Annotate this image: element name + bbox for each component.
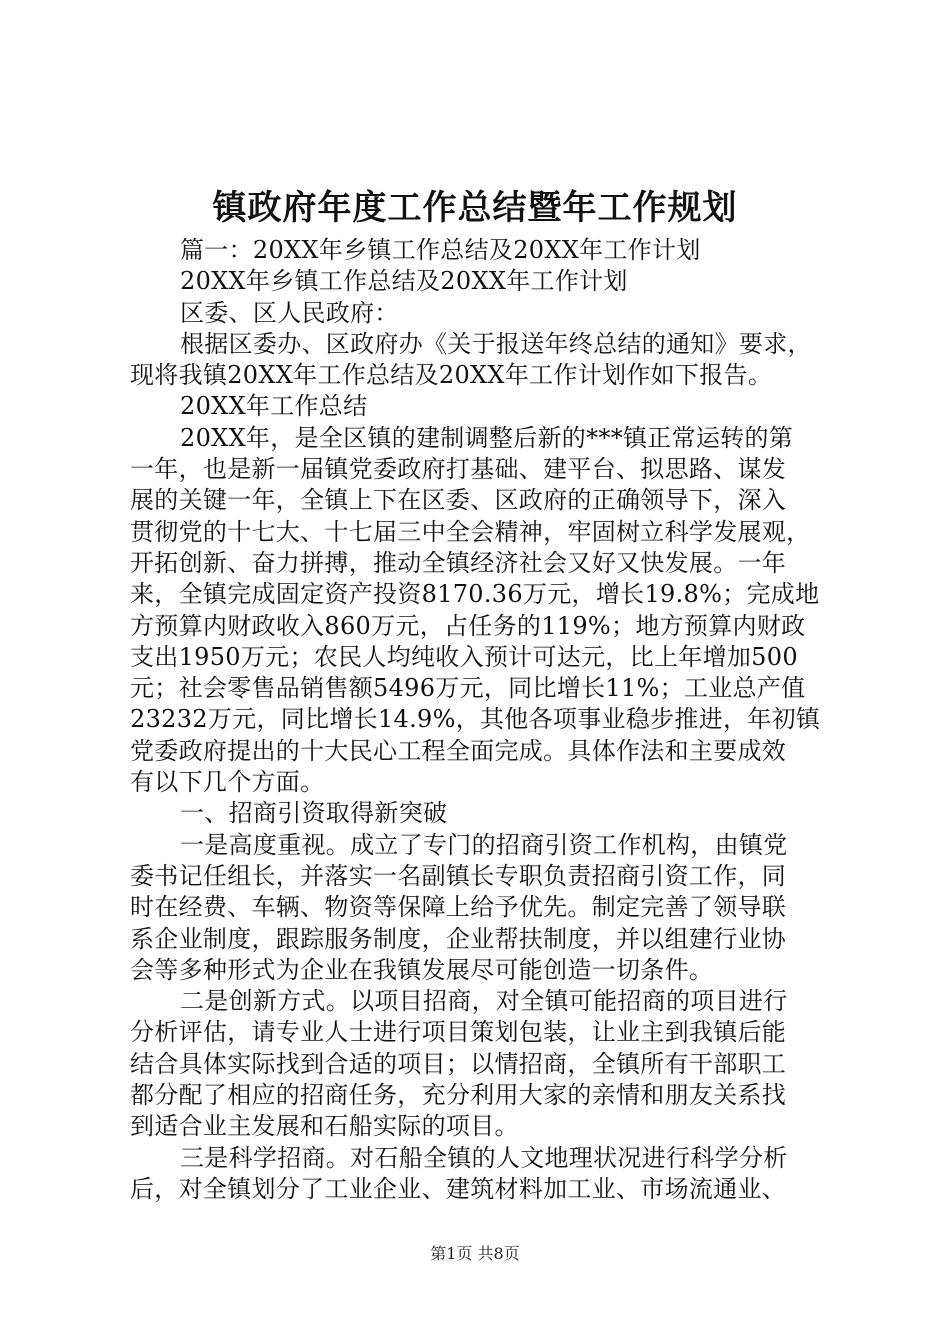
section-heading: 篇一：20XX年乡镇工作总结及20XX年工作计划 bbox=[180, 236, 701, 264]
paragraph-line: 一是高度重视。成立了专门的招商引资工作机构，由镇党 bbox=[180, 830, 788, 859]
paragraph-line: 系企业制度，跟踪服务制度，企业帮扶制度，并以组建行业协 bbox=[130, 924, 787, 953]
section-heading: 一、招商引资取得新突破 bbox=[180, 799, 448, 828]
document-body bbox=[130, 235, 830, 1205]
paragraph-line: 20XX年，是全区镇的建制调整后新的***镇正常运转的第 bbox=[180, 423, 794, 452]
paragraph-line: 分析评估，请专业人士进行项目策划包装，让业主到我镇后能 bbox=[130, 1018, 787, 1047]
paragraph-line: 开拓创新、奋力拼搏，推动全镇经济社会又好又快发展。一年 bbox=[130, 548, 787, 577]
paragraph-line: 根据区委办、区政府办《关于报送年终总结的通知》要求， bbox=[180, 329, 812, 358]
paragraph-line: 方预算内财政收入860万元，占任务的119%；地方预算内财政 bbox=[130, 611, 806, 640]
section-heading: 20XX年工作总结 bbox=[180, 392, 368, 421]
paragraph-line: 都分配了相应的招商任务，充分利用大家的亲情和朋友关系找 bbox=[130, 1081, 787, 1110]
page-number: 第1页 共8页 bbox=[430, 1244, 520, 1263]
paragraph-line: 三是科学招商。对石船全镇的人文地理状况进行科学分析 bbox=[180, 1143, 788, 1172]
paragraph-line: 贯彻党的十七大、十七届三中全会精神，牢固树立科学发展观， bbox=[130, 517, 811, 546]
paragraph-line: 现将我镇20XX年工作总结及20XX年工作计划作如下报告。 bbox=[130, 361, 773, 390]
paragraph-line: 时在经费、车辆、物资等保障上给予优先。制定完善了领导联 bbox=[130, 893, 787, 922]
paragraph-line: 元；社会零售品销售额5496万元，同比增长11%；工业总产值 bbox=[130, 674, 806, 703]
paragraph-line: 二是创新方式。以项目招商，对全镇可能招商的项目进行 bbox=[180, 987, 788, 1016]
paragraph-line: 展的关键一年，全镇上下在区委、区政府的正确领导下，深入 bbox=[130, 486, 787, 515]
paragraph-line: 有以下几个方面。 bbox=[130, 768, 325, 797]
paragraph-line: 党委政府提出的十大民心工程全面完成。具体作法和主要成效 bbox=[130, 736, 787, 765]
paragraph-line: 委书记任组长，并落实一名副镇长专职负责招商引资工作，同 bbox=[130, 861, 787, 890]
paragraph-line: 来，全镇完成固定资产投资8170.36万元，增长19.8%；完成地 bbox=[130, 580, 820, 609]
paragraph-line: 会等多种形式为企业在我镇发展尽可能创造一切条件。 bbox=[130, 955, 714, 984]
paragraph-line: 结合具体实际找到合适的项目；以情招商，全镇所有干部职工 bbox=[130, 1049, 787, 1078]
document-title: 镇政府年度工作总结暨年工作规划 bbox=[212, 188, 738, 228]
paragraph-line: 到适合业主发展和石船实际的项目。 bbox=[130, 1112, 519, 1141]
salutation-line: 区委、区人民政府： bbox=[180, 298, 399, 327]
paragraph-line: 后，对全镇划分了工业企业、建筑材料加工业、市场流通业、 bbox=[130, 1174, 787, 1203]
paragraph-line: 支出1950万元；农民人均纯收入预计可达元，比上年增加500 bbox=[130, 642, 798, 671]
paragraph-line: 一年，也是新一届镇党委政府打基础、建平台、拟思路、谋发 bbox=[130, 455, 787, 484]
subtitle-line: 20XX年乡镇工作总结及20XX年工作计划 bbox=[180, 267, 628, 296]
paragraph-line: 23232万元，同比增长14.9%，其他各项事业稳步推进，年初镇 bbox=[130, 705, 821, 734]
